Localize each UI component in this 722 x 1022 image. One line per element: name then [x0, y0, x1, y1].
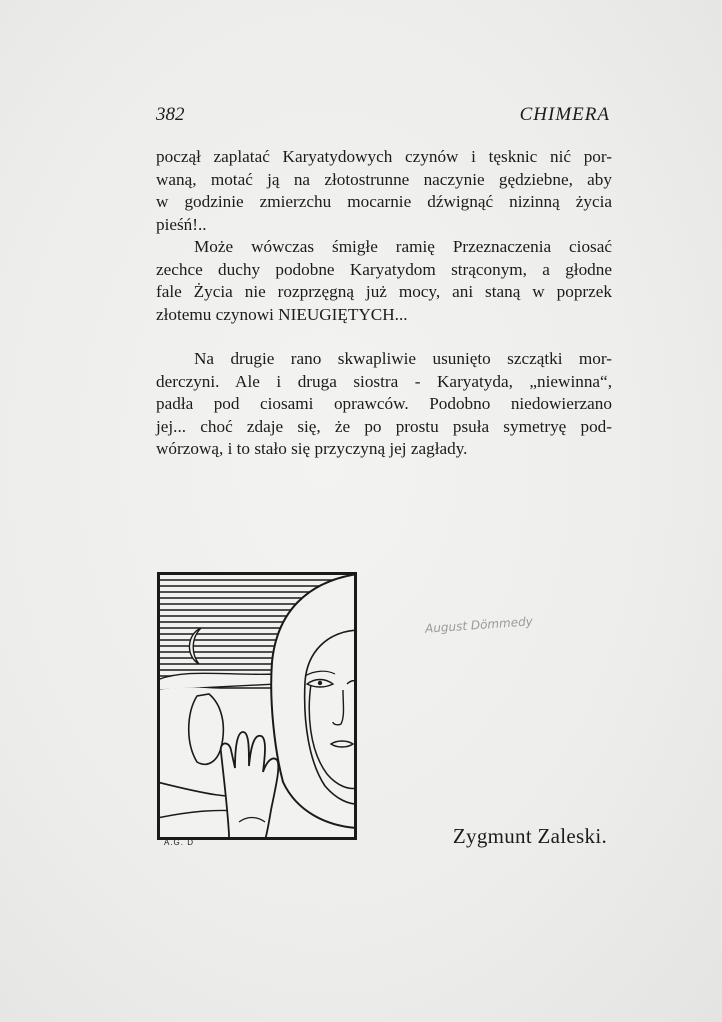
woodcut-illustration [157, 572, 357, 840]
text-line: waną, motać ją na złotostrunne naczynie gędziebne, aby [156, 169, 612, 189]
text-line: jej... choć zdaje się, że po prostu psuła symetryę pod- [156, 416, 612, 436]
page-number: 382 [156, 104, 185, 125]
paragraph-gap [156, 326, 612, 348]
handwritten-note: August Dömmedy [424, 614, 534, 636]
text-line: padła pod ciosami oprawców. Podobno niedowierzano [156, 394, 612, 413]
text-line: Może wówczas śmigłe ramię Przeznaczenia ciosać [194, 237, 612, 256]
body-text [156, 146, 612, 461]
paragraph-1 [156, 146, 612, 236]
author-signature: Zygmunt Zaleski. [452, 824, 607, 848]
text-line: wórzową, i to stało się przyczyną jej zagłady. [156, 439, 468, 458]
text-line: pieśń!.. [156, 214, 207, 234]
text-line: fale Życia nie rozprzęgną już mocy, ani staną w poprzek [156, 282, 612, 301]
paragraph-2 [156, 236, 612, 326]
paragraph-3 [156, 348, 612, 461]
page-header [156, 104, 610, 134]
illustrator-initials: A.G. D [164, 838, 195, 847]
text-line: w godzinie zmierzchu mocarnie dźwignąć nizinną życia [156, 192, 612, 211]
text-line: złotemu czynowi NIEUGIĘTYCH... [156, 304, 408, 324]
text-line: zechce duchy podobne Karyatydom strąconym, a głodne [156, 259, 612, 279]
running-title: CHIMERA [519, 104, 610, 125]
text-line: derczyni. Ale i druga siostra - Karyatyda, „niewinna“, [156, 371, 612, 391]
text-line: począł zaplatać Karyatydowych czynów i tęsknic nić por- [156, 147, 612, 166]
text-line: Na drugie rano skwapliwie usunięto szczątki mor- [194, 349, 612, 368]
